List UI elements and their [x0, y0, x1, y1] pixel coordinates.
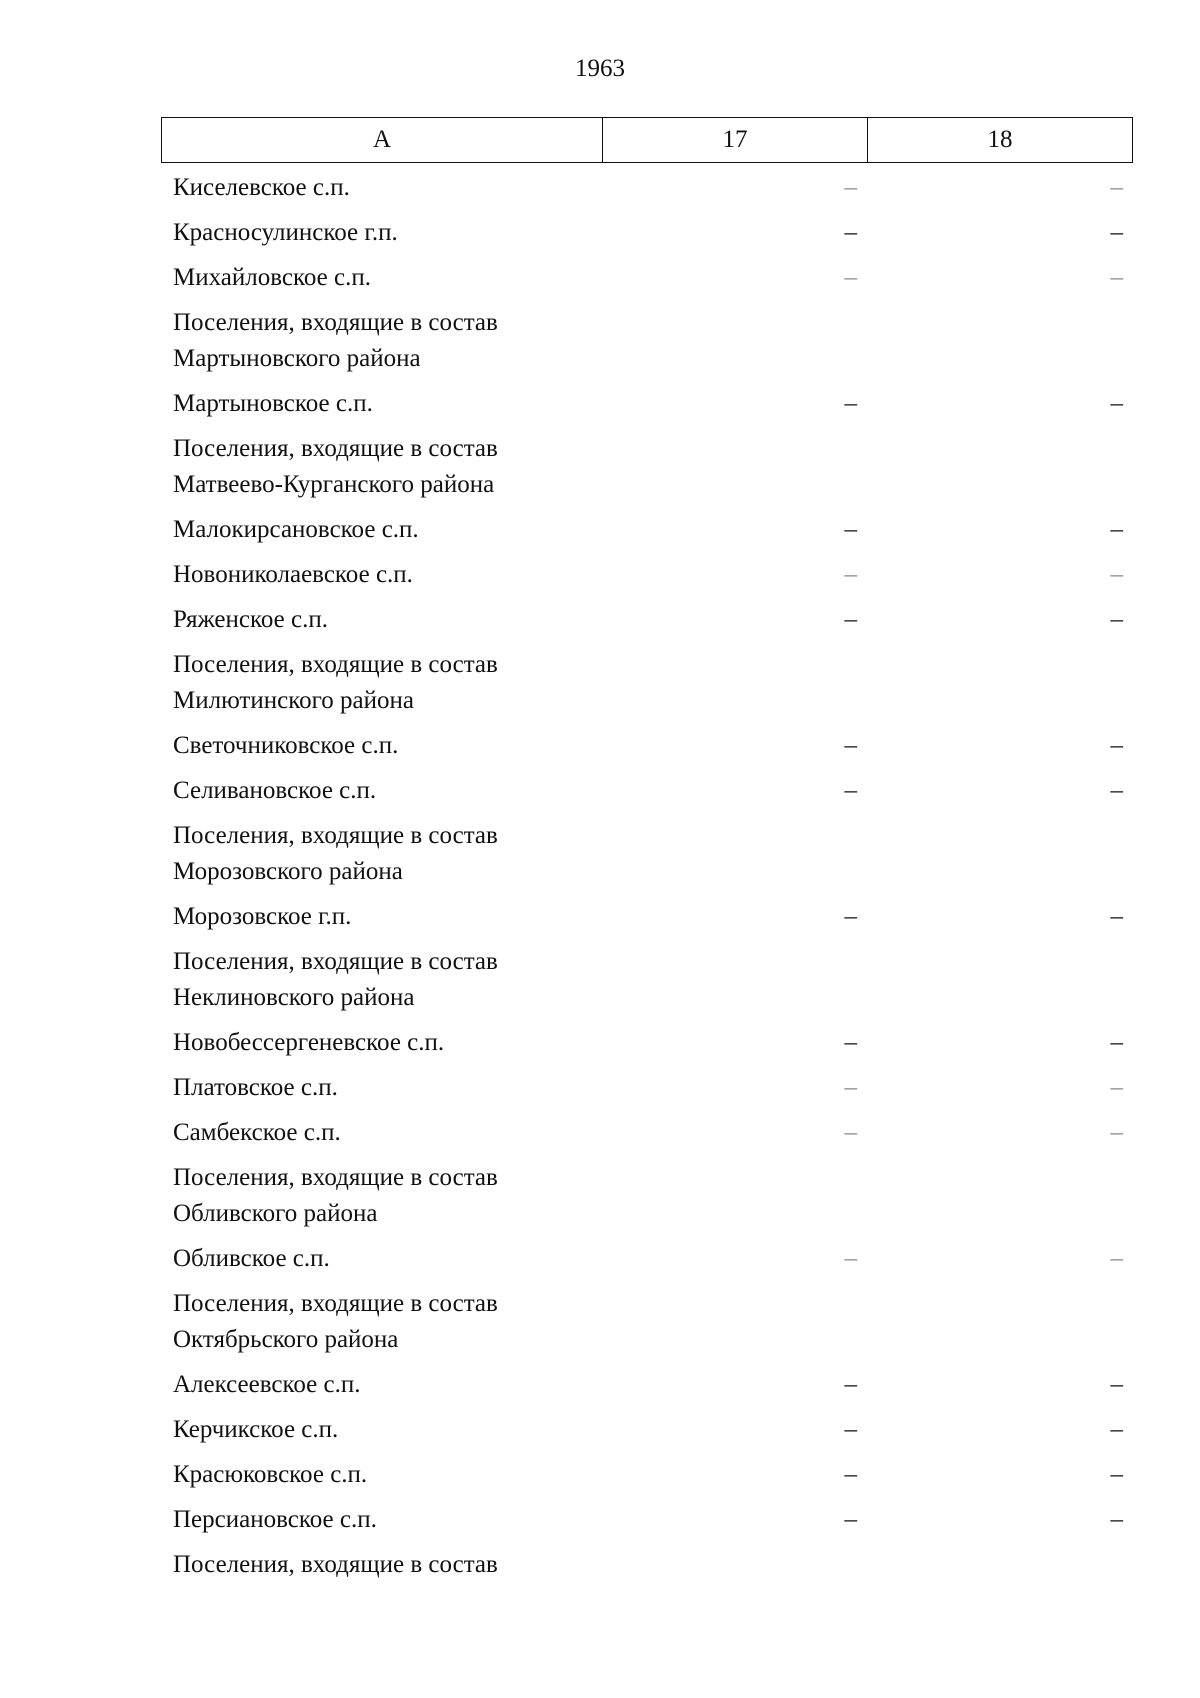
- cell-17-value: –: [844, 174, 857, 201]
- row-name: Поселения, входящие в состав Мартыновского района: [173, 309, 498, 372]
- cell-18-value: –: [1110, 1074, 1123, 1101]
- row-name: Поселения, входящие в состав Матвеево-Курганского района: [173, 435, 498, 498]
- cell-18-value: –: [1110, 777, 1123, 804]
- cell-17-value: –: [844, 1119, 857, 1146]
- cell-17-value: –: [844, 1461, 857, 1488]
- cell-18: [867, 899, 1133, 940]
- cell-18: [867, 944, 1133, 1021]
- cell-17: [602, 1412, 867, 1453]
- cell-18-value: –: [1110, 1245, 1123, 1272]
- table-row: [161, 940, 1133, 1021]
- cell-18-value: –: [1110, 561, 1123, 588]
- header-cell-17: 17: [603, 118, 868, 162]
- table-row: [161, 1156, 1133, 1237]
- row-name: Персиановское с.п.: [173, 1506, 377, 1533]
- table-row: [161, 1021, 1133, 1066]
- table-row: [161, 211, 1133, 256]
- row-name: Поселения, входящие в состав Неклиновского района: [173, 948, 498, 1011]
- table-row: [161, 553, 1133, 598]
- cell-18: [867, 728, 1133, 769]
- cell-17: [602, 512, 867, 553]
- cell-17: [602, 170, 867, 211]
- cell-18: [867, 1115, 1133, 1156]
- cell-18-value: –: [1110, 1506, 1123, 1533]
- table-row: [161, 895, 1133, 940]
- table-row: [161, 1363, 1133, 1408]
- cell-17-value: –: [844, 777, 857, 804]
- cell-18: [867, 557, 1133, 598]
- cell-18: [867, 512, 1133, 553]
- row-name: Мартыновское с.п.: [173, 390, 373, 417]
- row-name: Морозовское г.п.: [173, 903, 352, 930]
- row-name: Алексеевское с.п.: [173, 1371, 361, 1398]
- cell-17-value: –: [844, 1245, 857, 1272]
- row-name: Поселения, входящие в состав: [173, 1551, 498, 1578]
- table-row: [161, 427, 1133, 508]
- table-row: [161, 1498, 1133, 1543]
- row-name: Поселения, входящие в состав Обливского района: [173, 1164, 498, 1227]
- cell-18-value: –: [1110, 606, 1123, 633]
- table-row: [161, 1543, 1133, 1588]
- cell-17: [602, 1367, 867, 1408]
- cell-17-value: –: [844, 219, 857, 246]
- cell-18: [867, 1025, 1133, 1066]
- cell-17: [602, 557, 867, 598]
- cell-18-value: –: [1110, 516, 1123, 543]
- cell-17: [602, 647, 867, 724]
- table-body: [161, 166, 1133, 1588]
- row-name: Малокирсановское с.п.: [173, 516, 419, 543]
- row-name: Поселения, входящие в состав Морозовского района: [173, 822, 498, 885]
- cell-17: [602, 1241, 867, 1282]
- row-name: Обливское с.п.: [173, 1245, 330, 1272]
- table-row: [161, 598, 1133, 643]
- cell-18: [867, 1160, 1133, 1237]
- cell-18: [867, 1241, 1133, 1282]
- cell-18: [867, 431, 1133, 508]
- cell-18-value: –: [1110, 1119, 1123, 1146]
- cell-18: [867, 1412, 1133, 1453]
- cell-18: [867, 1502, 1133, 1543]
- cell-18: [867, 1286, 1133, 1363]
- table-row: [161, 256, 1133, 301]
- cell-18: [867, 647, 1133, 724]
- cell-18: [867, 1457, 1133, 1498]
- row-name: Новониколаевское с.п.: [173, 561, 413, 588]
- cell-18: [867, 1547, 1133, 1588]
- cell-18: [867, 170, 1133, 211]
- cell-17-value: –: [844, 390, 857, 417]
- row-name: Светочниковское с.п.: [173, 732, 399, 759]
- cell-18-value: –: [1110, 390, 1123, 417]
- cell-17: [602, 1070, 867, 1111]
- table-row: [161, 643, 1133, 724]
- cell-18: [867, 1367, 1133, 1408]
- cell-17-value: –: [844, 516, 857, 543]
- cell-17: [602, 1115, 867, 1156]
- cell-17-value: –: [844, 903, 857, 930]
- cell-17: [602, 1286, 867, 1363]
- table-row: [161, 1453, 1133, 1498]
- page-number: 1963: [575, 55, 625, 82]
- cell-18-value: –: [1110, 174, 1123, 201]
- row-name: Киселевское с.п.: [173, 174, 350, 201]
- row-name: Новобессергеневское с.п.: [173, 1029, 445, 1056]
- cell-18: [867, 260, 1133, 301]
- cell-17: [602, 215, 867, 256]
- cell-18-value: –: [1110, 1416, 1123, 1443]
- row-name: Поселения, входящие в состав Милютинского района: [173, 651, 498, 714]
- cell-17: [602, 1160, 867, 1237]
- cell-17: [602, 773, 867, 814]
- cell-18-value: –: [1110, 732, 1123, 759]
- row-name: Красюковское с.п.: [173, 1461, 368, 1488]
- cell-17: [602, 728, 867, 769]
- cell-17: [602, 899, 867, 940]
- header-cell-18: 18: [987, 126, 1013, 153]
- table-row: [161, 508, 1133, 553]
- cell-17-value: –: [844, 1029, 857, 1056]
- row-name: Селивановское с.п.: [173, 777, 377, 804]
- cell-17: [602, 431, 867, 508]
- cell-17: [602, 305, 867, 382]
- cell-18-value: –: [1110, 903, 1123, 930]
- table-row: [161, 1066, 1133, 1111]
- row-name: Красносулинское г.п.: [173, 219, 398, 246]
- row-name: Керчикское с.п.: [173, 1416, 339, 1443]
- cell-17: [602, 602, 867, 643]
- row-name: Ряженское с.п.: [173, 606, 328, 633]
- header-cell-a: А: [162, 118, 603, 162]
- cell-17: [602, 1547, 867, 1588]
- cell-17: [602, 1457, 867, 1498]
- table-row: [161, 769, 1133, 814]
- cell-18-value: –: [1110, 219, 1123, 246]
- cell-18-value: –: [1110, 1029, 1123, 1056]
- cell-18: [867, 305, 1133, 382]
- cell-17-value: –: [844, 1371, 857, 1398]
- row-name: Поселения, входящие в состав Октябрьского района: [173, 1290, 498, 1353]
- table-row: [161, 814, 1133, 895]
- table-row: [161, 1282, 1133, 1363]
- cell-17-value: –: [844, 1416, 857, 1443]
- cell-17-value: –: [844, 1506, 857, 1533]
- cell-17: [602, 818, 867, 895]
- cell-18: [867, 773, 1133, 814]
- cell-17-value: –: [844, 606, 857, 633]
- cell-18: [867, 386, 1133, 427]
- cell-18: [867, 215, 1133, 256]
- cell-18: [867, 818, 1133, 895]
- table-row: [161, 1237, 1133, 1282]
- cell-18-value: –: [1110, 1461, 1123, 1488]
- table-row: [161, 382, 1133, 427]
- cell-18-value: –: [1110, 1371, 1123, 1398]
- cell-17: [602, 260, 867, 301]
- table-row: [161, 1408, 1133, 1453]
- table-header: [161, 117, 1133, 163]
- cell-17: [602, 1025, 867, 1066]
- cell-18-value: –: [1110, 264, 1123, 291]
- table-row: [161, 1111, 1133, 1156]
- cell-17: [602, 944, 867, 1021]
- cell-18: [867, 1070, 1133, 1111]
- cell-17-value: –: [844, 264, 857, 291]
- row-name: Самбекское с.п.: [173, 1119, 341, 1146]
- table-row: [161, 724, 1133, 769]
- cell-17: [602, 1502, 867, 1543]
- row-name: Платовское с.п.: [173, 1074, 338, 1101]
- cell-17-value: –: [844, 1074, 857, 1101]
- cell-18: [867, 602, 1133, 643]
- table-row: [161, 301, 1133, 382]
- cell-17-value: –: [844, 561, 857, 588]
- table-row: [161, 166, 1133, 211]
- cell-17: [602, 386, 867, 427]
- row-name: Михайловское с.п.: [173, 264, 371, 291]
- cell-17-value: –: [844, 732, 857, 759]
